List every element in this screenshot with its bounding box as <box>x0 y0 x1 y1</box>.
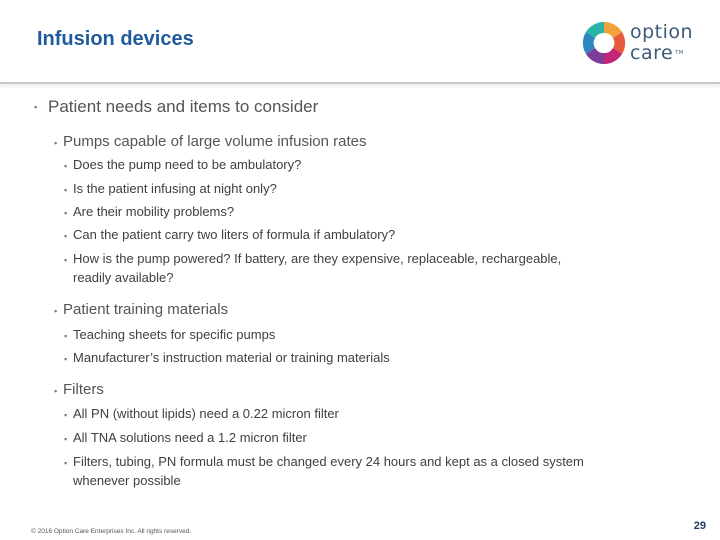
logo-wordmark <box>630 22 693 64</box>
bullet-icon: ▪ <box>64 231 68 241</box>
logo-word-option: option <box>630 21 694 43</box>
bullet-icon: ▪ <box>64 434 68 444</box>
list-item: How is the pump powered? If battery, are they expensive, replaceable, rechargeable, <box>73 251 562 266</box>
section-heading: Patient training materials <box>63 301 229 318</box>
bullet-icon: ▪ <box>64 208 68 218</box>
list-item: Can the patient carry two liters of formula if ambulatory? <box>73 227 396 242</box>
list-item: Are their mobility problems? <box>73 204 235 219</box>
bullet-icon: ▪ <box>34 102 38 112</box>
header-divider <box>0 82 720 84</box>
bullet-icon: ▪ <box>64 410 68 420</box>
logo-word-care: care <box>630 42 674 64</box>
bullet-icon: ▪ <box>64 255 68 265</box>
list-item: Does the pump need to be ambulatory? <box>73 157 302 172</box>
list-item: Teaching sheets for specific pumps <box>73 327 276 342</box>
slide-title: Infusion devices <box>37 28 194 50</box>
list-item: All PN (without lipids) need a 0.22 micron filter <box>73 406 339 421</box>
list-item: Filters, tubing, PN formula must be changed every 24 hours and kept as a closed system <box>73 454 584 469</box>
bullet-icon: ▪ <box>64 354 68 364</box>
list-item: Is the patient infusing at night only? <box>73 181 277 196</box>
bullet-icon: ▪ <box>54 386 58 396</box>
bullet-icon: ▪ <box>54 306 58 316</box>
bullet-icon: ▪ <box>64 161 68 171</box>
section-heading: Filters <box>63 381 104 398</box>
logo-trademark: TM <box>675 50 684 56</box>
bullet-icon: ▪ <box>64 331 68 341</box>
bullet-icon: ▪ <box>64 185 68 195</box>
list-item: Manufacturer’s instruction material or training materials <box>73 350 390 365</box>
list-item-continuation: readily available? <box>73 270 174 285</box>
page-number: 29 <box>693 520 706 532</box>
list-item-continuation: whenever possible <box>73 473 181 488</box>
level1-text: Patient needs and items to consider <box>48 97 319 116</box>
copyright-footer: © 2016 Option Care Enterprises Inc. All rights reserved. <box>31 528 192 535</box>
section-heading: Pumps capable of large volume infusion rates <box>63 133 367 150</box>
bullet-icon: ▪ <box>54 138 58 148</box>
bullet-icon: ▪ <box>64 458 68 468</box>
list-item: All TNA solutions need a 1.2 micron filter <box>73 430 307 445</box>
